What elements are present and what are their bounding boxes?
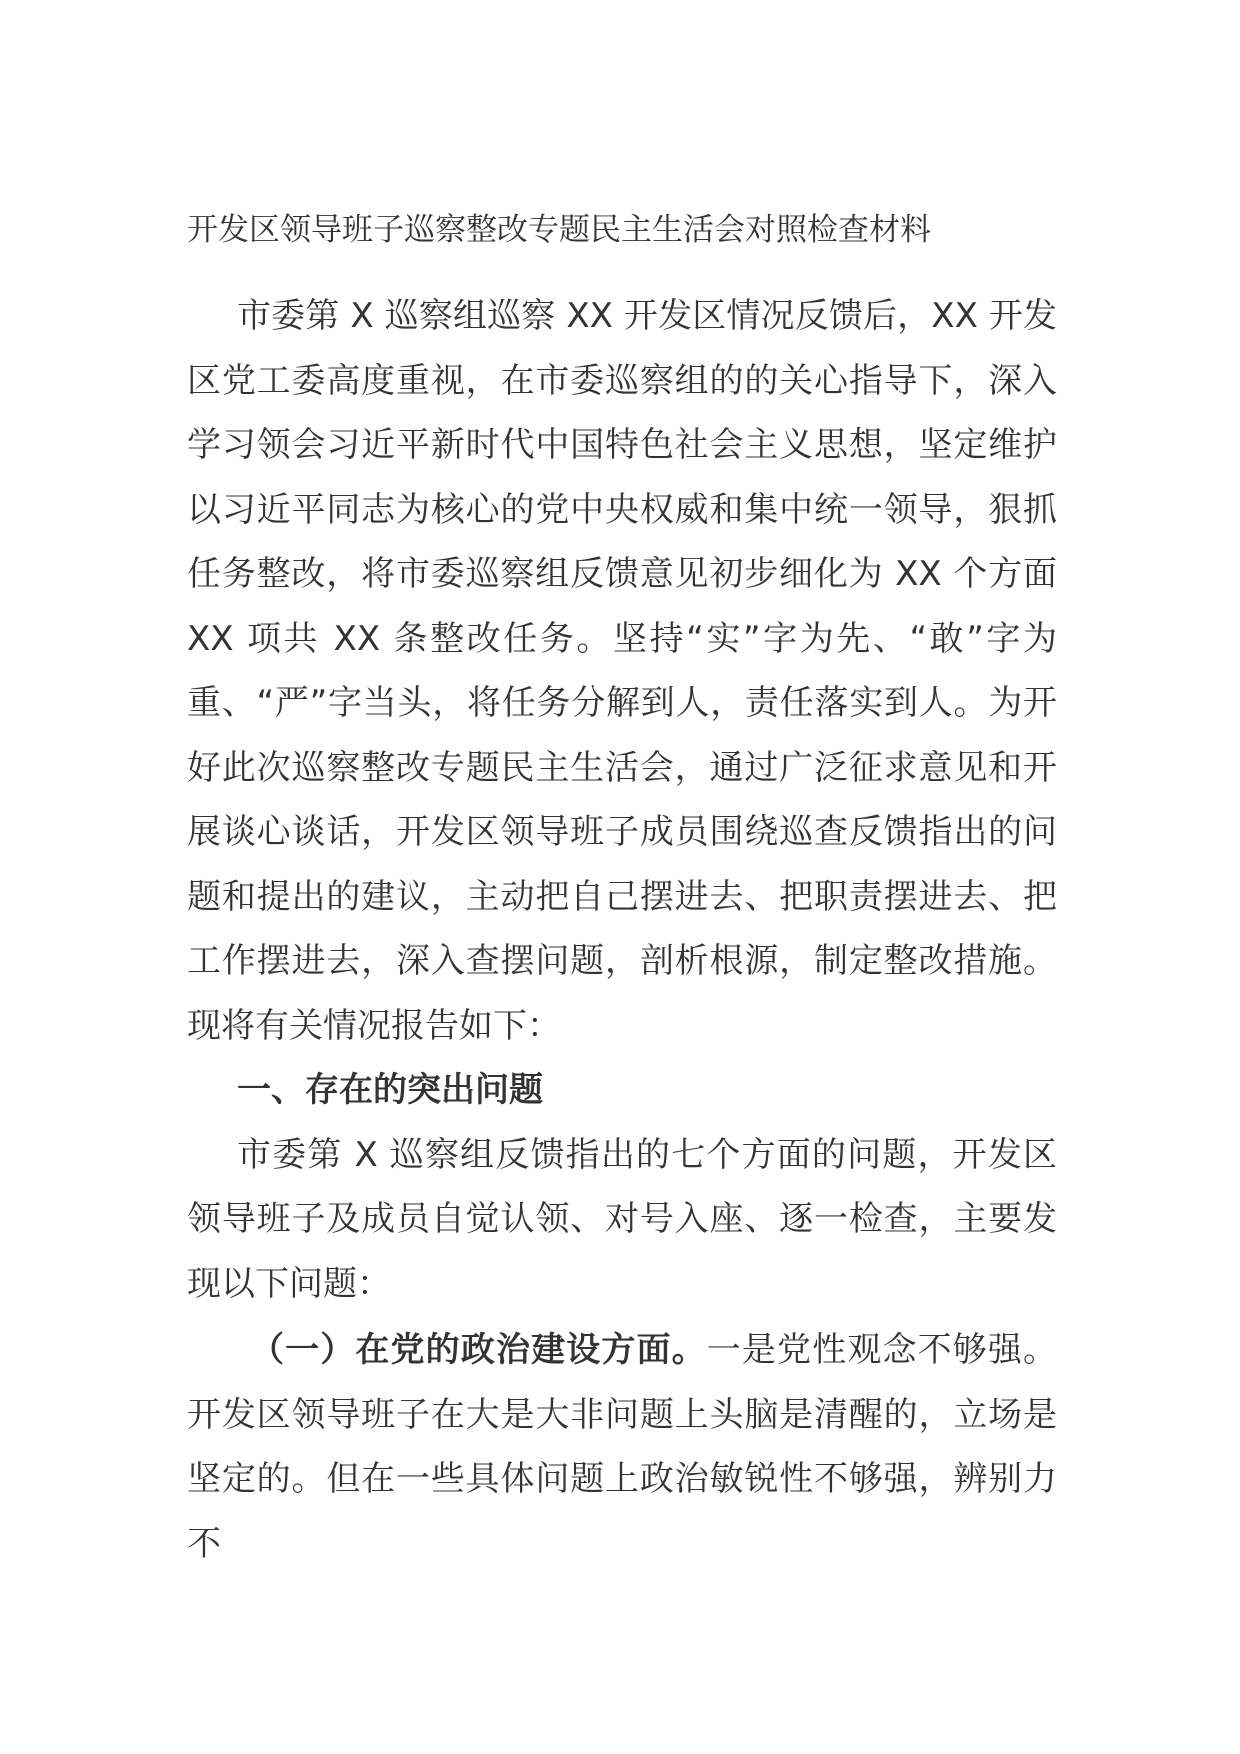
section-heading-existing-problems: 一、存在的突出问题 bbox=[237, 1070, 543, 1110]
political-construction-heading: （一）在党的政治建设方面。 bbox=[250, 1330, 707, 1370]
political-construction-paragraph bbox=[187, 1318, 1057, 1576]
section-one-paragraph: 市委第 X 巡察组反馈指出的七个方面的问题，开发区领导班子及成员自觉认领、对号入座、逐一检查，主要发现以下问题： bbox=[187, 1134, 1057, 1304]
political-construction-text: 一是党性观念不够强。开发区领导班子在大是大非问题上头脑是清醒的，立场是坚定的。但在一些具体问题上政治敏锐性不够强，辨别力不 bbox=[187, 1330, 1058, 1564]
document-title: 开发区领导班子巡察整改专题民主生活会对照检查材料 bbox=[187, 212, 931, 248]
intro-paragraph: 市委第 X 巡察组巡察 XX 开发区情况反馈后，XX 开发区党工委高度重视，在市委巡察组的的关心指导下，深入学习领会习近平新时代中国特色社会主义思想，坚定维护以习近平同志为核心的党中央权威和集中统一领导，狠抓任务整改，将市委巡察组反馈意见初步细化为 XX 个方面 XX 项共 XX 条整改任务。坚持“实”字为先、“敢”字为重、“严”字当头，将任务分解到人，责任落实到人。为开好此次巡察整改专题民主生活会，通过广泛征求意见和开展谈心谈话，开发区领导班子成员围绕巡查反馈指出的问题和提出的建议，主动把自己摆进去、把职责摆进去、把工作摆进去，深入查摆问题，剖析根源，制定整改措施。现将有关情况报告如下： bbox=[187, 296, 1057, 1046]
document-body bbox=[187, 205, 1057, 1576]
